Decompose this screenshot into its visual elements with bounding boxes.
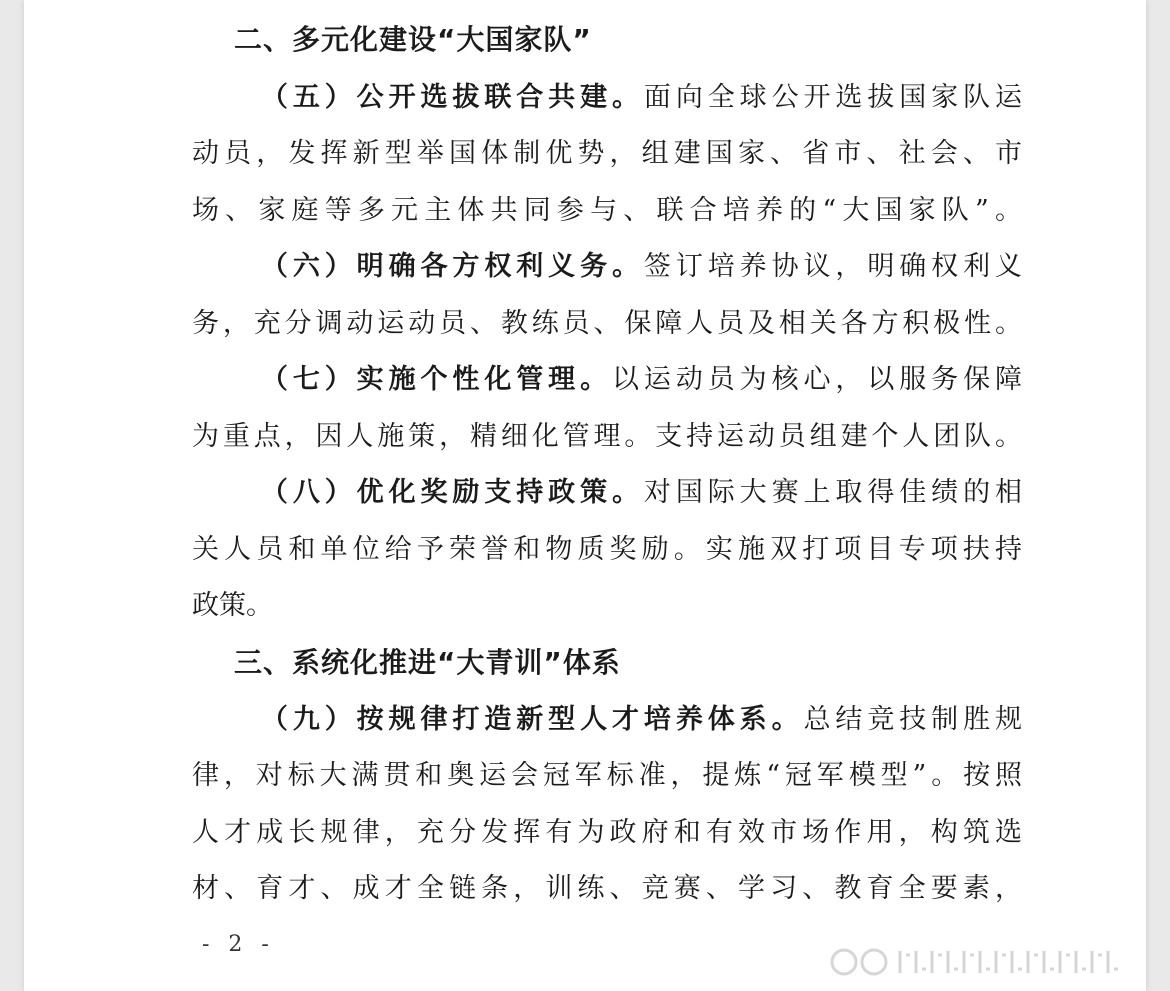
item-6-lead: （六）明确各方权利义务。 (256, 251, 644, 282)
item-5-text-1: 面向全球公开选拔国家队运 (643, 82, 1023, 113)
item-6-text-1: 签订培养协议，明确权利义 (643, 251, 1023, 282)
item-6-line-2: 务，充分调动运动员、教练员、保障人员及相关各方积极性。 (192, 308, 1022, 339)
item-8-text-1: 对国际大赛上取得佳绩的相 (643, 477, 1023, 508)
item-8-line-3: 政策。 (192, 590, 273, 621)
item-9-line-4: 材、育才、成才全链条，训练、竞赛、学习、教育全要素， (192, 873, 1022, 904)
item-9-text-1: 总结竞技制胜规 (803, 704, 1022, 735)
item-8-line-1 (192, 473, 1022, 513)
item-9-line-3: 人才成长规律，充分发挥有为政府和有效市场作用，构筑选 (192, 817, 1022, 848)
item-6-line-1 (192, 247, 1022, 287)
item-5-line-1 (192, 78, 1022, 118)
document-page (24, 0, 1146, 991)
item-9-line-2: 律，对标大满贯和奥运会冠军标准，提炼“冠军模型”。按照 (192, 760, 1022, 791)
item-7-line-2: 为重点，因人施策，精细化管理。支持运动员组建个人团队。 (192, 421, 1022, 452)
watermark-logo-icon (824, 945, 1140, 979)
section-heading-2: 二、多元化建设“大国家队” (234, 23, 592, 56)
item-7-line-1 (192, 360, 1022, 400)
item-5-line-2: 动员，发挥新型举国体制优势，组建国家、省市、社会、市 (192, 138, 1022, 169)
item-7-lead: （七）实施个性化管理。 (256, 364, 612, 395)
item-9-lead: （九）按规律打造新型人才培养体系。 (256, 704, 804, 735)
item-8-lead: （八）优化奖励支持政策。 (256, 477, 644, 508)
item-5-lead: （五）公开选拔联合共建。 (256, 82, 644, 113)
item-7-text-1: 以运动员为核心，以服务保障 (612, 364, 1022, 395)
item-8-line-2: 关人员和单位给予荣誉和物质奖励。实施双打项目专项扶持 (192, 534, 1022, 565)
page-number: - 2 - (202, 932, 275, 957)
item-5-line-3: 场、家庭等多元主体共同参与、联合培养的“大国家队”。 (192, 195, 1022, 226)
section-heading-3: 三、系统化推进“大青训”体系 (234, 646, 621, 679)
item-9-line-1 (192, 700, 1022, 740)
